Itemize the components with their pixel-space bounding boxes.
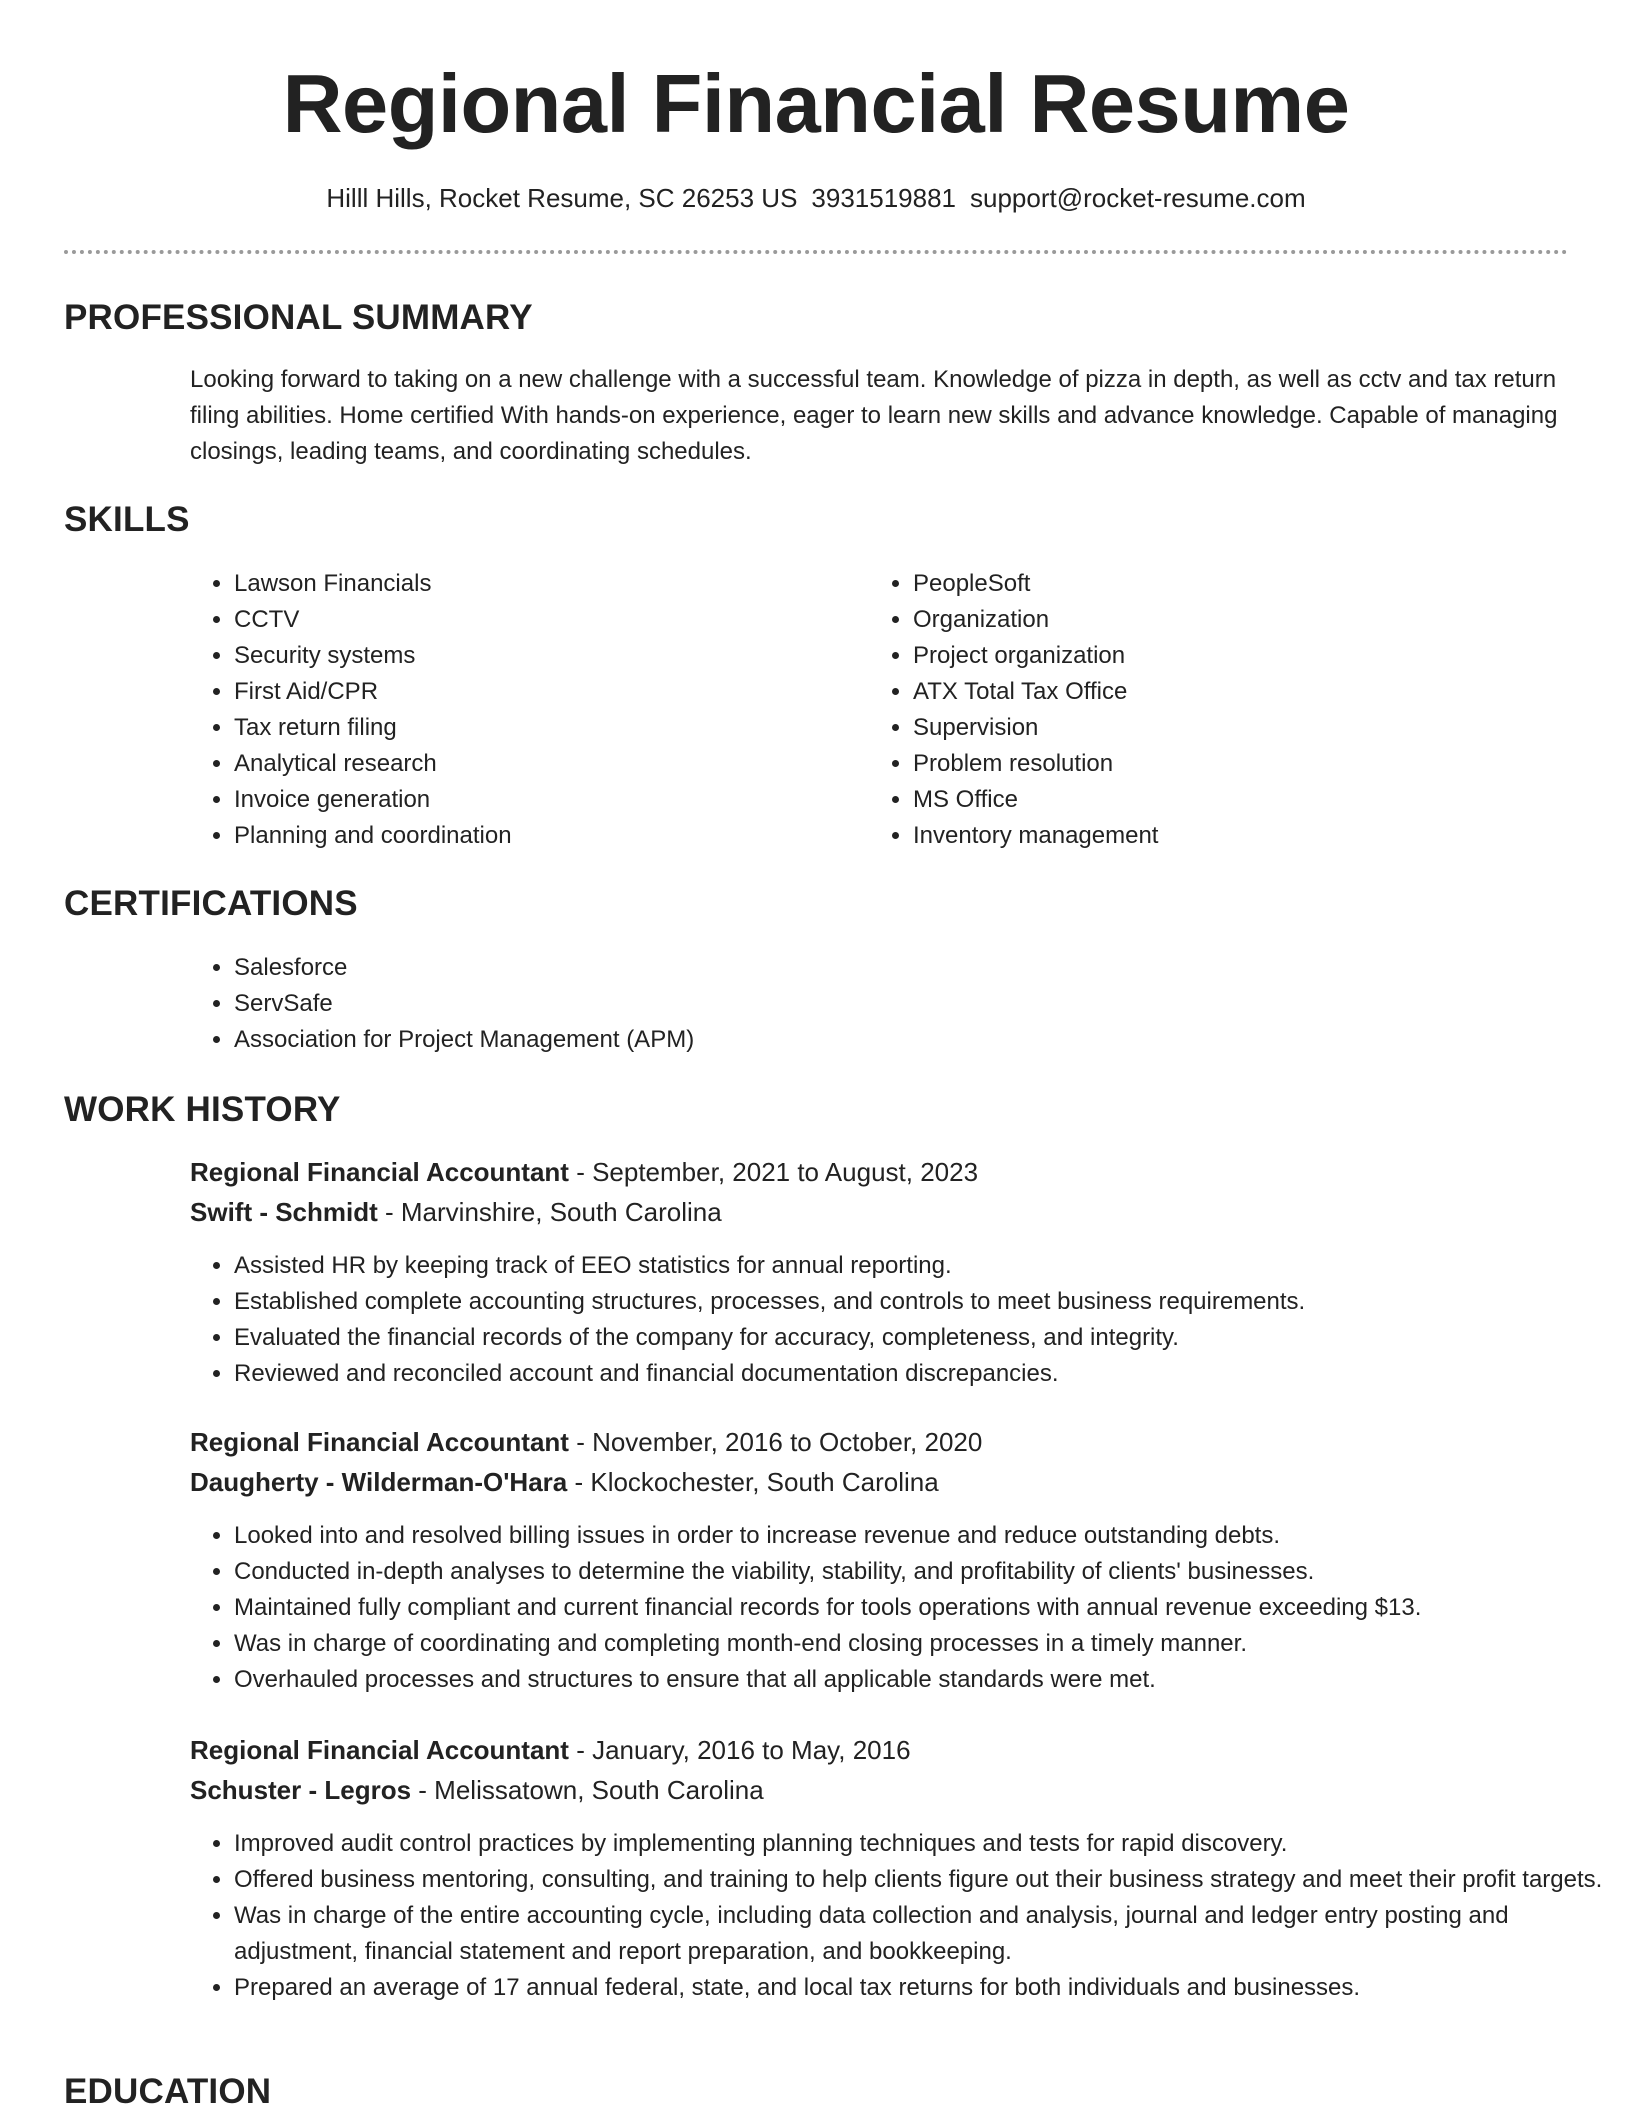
job-title: Regional Financial Accountant — [190, 1735, 569, 1765]
list-item: • Reviewed and reconciled account and financial documentation discrepancies. — [234, 1356, 1614, 1392]
job-location: - Melissatown, South Carolina — [411, 1775, 764, 1805]
list-item: • First Aid/CPR — [234, 674, 834, 710]
list-item: • Evaluated the financial records of the company for accuracy, completeness, and integrity. — [234, 1320, 1614, 1356]
list-item: • CCTV — [234, 602, 834, 638]
list-item: • Inventory management — [913, 818, 1553, 854]
list-item: • ServSafe — [234, 986, 1534, 1022]
job-title-line — [190, 1730, 911, 1770]
list-item: • Analytical research — [234, 746, 834, 782]
job-title-line — [190, 1422, 982, 1462]
list-item: • Established complete accounting structures, processes, and controls to meet business requirements. — [234, 1284, 1614, 1320]
job-title: Regional Financial Accountant — [190, 1157, 569, 1187]
list-item: • Overhauled processes and structures to ensure that all applicable standards were met. — [234, 1662, 1614, 1698]
contact-line — [0, 180, 1632, 216]
list-item: • Salesforce — [234, 950, 1534, 986]
summary-text: Looking forward to taking on a new challenge with a successful team. Knowledge of pizza in depth, as well as cctv and tax return filing abilities. Home certified With hands-on experience, eager to learn new skills and advance knowledge. Capable of managing closings, leading teams, and coordinating schedules. — [190, 366, 1558, 465]
job-location: - Klockochester, South Carolina — [567, 1467, 939, 1497]
contact-phone: 3931519881 — [811, 183, 957, 213]
job-company-line — [190, 1192, 722, 1232]
list-item: • Lawson Financials — [234, 566, 834, 602]
job-bullets — [190, 1248, 1614, 1392]
job-title-line — [190, 1152, 978, 1192]
job-dates: - September, 2021 to August, 2023 — [568, 1157, 979, 1187]
contact-address: Hilll Hills, Rocket Resume, SC 26253 US — [326, 183, 798, 213]
skills-list-left — [190, 566, 834, 854]
work-history-heading: WORK HISTORY — [64, 1090, 341, 1129]
list-item: • PeopleSoft — [913, 566, 1553, 602]
list-item: • Problem resolution — [913, 746, 1553, 782]
list-item: • MS Office — [913, 782, 1553, 818]
list-item: • ATX Total Tax Office — [913, 674, 1553, 710]
list-item: • Improved audit control practices by implementing planning techniques and tests for rapid discovery. — [234, 1826, 1614, 1862]
page-title: Regional Financial Resume — [282, 57, 1350, 150]
list-item: • Conducted in-depth analyses to determine the viability, stability, and profitability of clients' businesses. — [234, 1554, 1614, 1590]
list-item: • Assisted HR by keeping track of EEO statistics for annual reporting. — [234, 1248, 1614, 1284]
list-item: • Organization — [913, 602, 1553, 638]
job-bullets — [190, 1826, 1614, 2006]
list-item: • Security systems — [234, 638, 834, 674]
list-item: • Association for Project Management (APM) — [234, 1022, 1534, 1058]
job-location: - Marvinshire, South Carolina — [377, 1197, 722, 1227]
job-company: Swift - Schmidt — [190, 1197, 378, 1227]
certifications-list — [190, 950, 1534, 1058]
certifications-heading: CERTIFICATIONS — [64, 884, 358, 923]
list-item: • Offered business mentoring, consulting, and training to help clients figure out their business strategy and meet their profit targets. — [234, 1862, 1614, 1898]
list-item: • Project organization — [913, 638, 1553, 674]
list-item: • Prepared an average of 17 annual federal, state, and local tax returns for both individuals and businesses. — [234, 1970, 1614, 2006]
list-item: • Invoice generation — [234, 782, 834, 818]
education-heading: EDUCATION — [64, 2072, 272, 2111]
job-dates: - November, 2016 to October, 2020 — [568, 1427, 983, 1457]
list-item: • Was in charge of the entire accounting cycle, including data collection and analysis, journal and ledger entry posting and adjustment, financial statement and report preparation, and bookkeeping. — [234, 1898, 1614, 1970]
list-item: • Maintained fully compliant and current financial records for tools operations with annual revenue exceeding $13. — [234, 1590, 1614, 1626]
list-item: • Was in charge of coordinating and completing month-end closing processes in a timely manner. — [234, 1626, 1614, 1662]
list-item: • Planning and coordination — [234, 818, 834, 854]
job-bullets — [190, 1518, 1614, 1698]
skills-heading: SKILLS — [64, 500, 190, 539]
job-dates: - January, 2016 to May, 2016 — [568, 1735, 911, 1765]
job-title: Regional Financial Accountant — [190, 1427, 569, 1457]
summary-heading: PROFESSIONAL SUMMARY — [64, 298, 533, 337]
job-company: Daugherty - Wilderman-O'Hara — [190, 1467, 568, 1497]
job-company-line — [190, 1770, 764, 1810]
list-item: • Supervision — [913, 710, 1553, 746]
list-item: • Looked into and resolved billing issues in order to increase revenue and reduce outstanding debts. — [234, 1518, 1614, 1554]
contact-email: support@rocket-resume.com — [970, 183, 1306, 213]
skills-list-right — [869, 566, 1553, 854]
list-item: • Tax return filing — [234, 710, 834, 746]
header-divider — [64, 250, 1568, 254]
job-company: Schuster - Legros — [190, 1775, 412, 1805]
job-company-line — [190, 1462, 939, 1502]
